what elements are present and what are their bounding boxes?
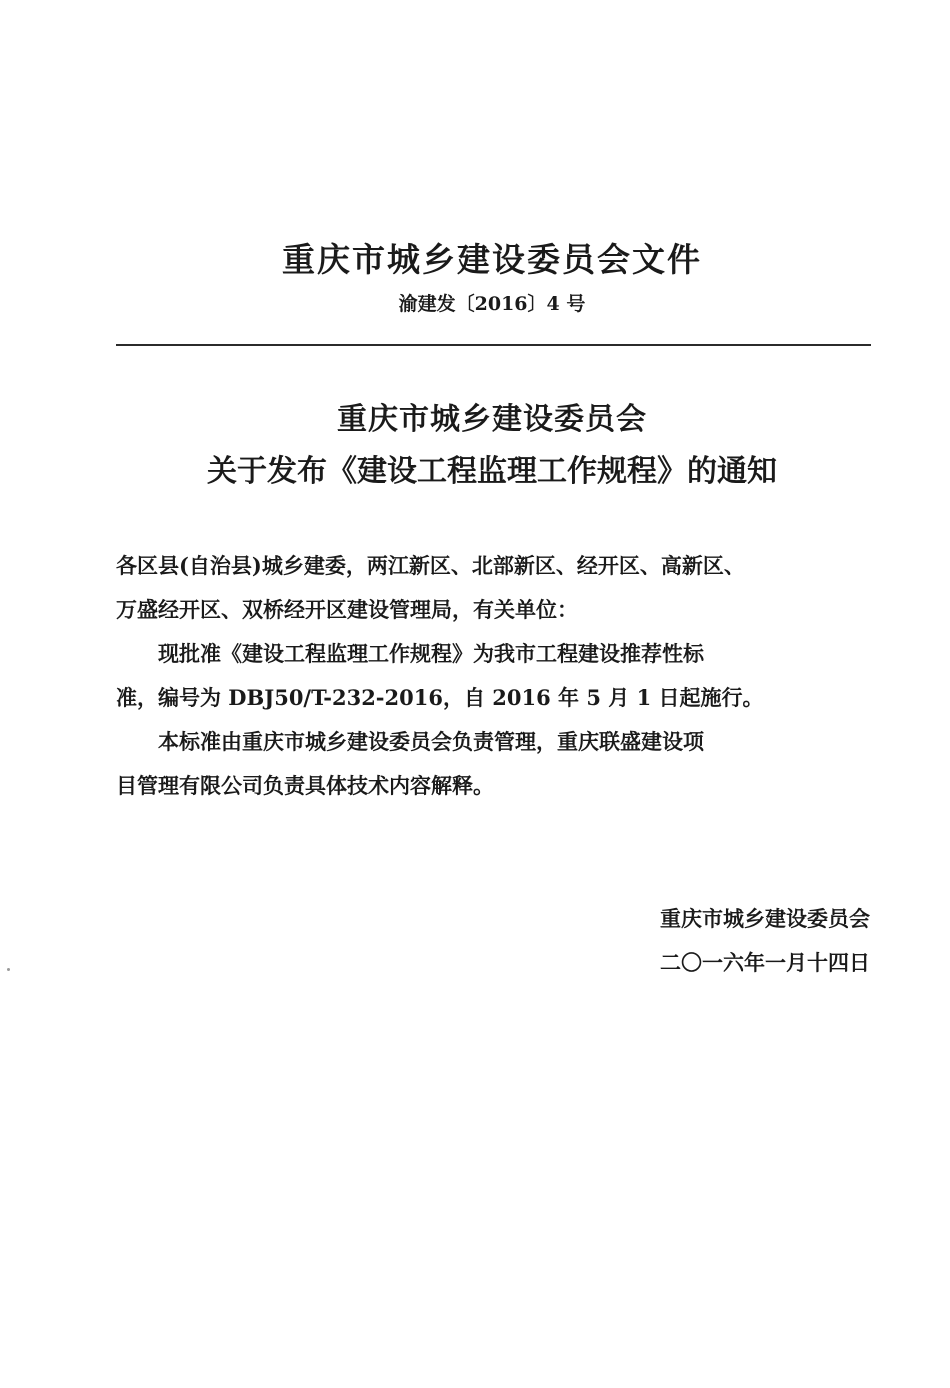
addressee-line-2: 万盛经开区、双桥经开区建设管理局，有关单位： — [116, 597, 578, 622]
paragraph-2-line-2: 目管理有限公司负责具体技术内容解释。 — [116, 773, 494, 798]
notice-title-line-2: 关于发布《建设工程监理工作规程》的通知 — [207, 454, 777, 489]
scan-speck — [7, 968, 10, 971]
notice-title-line-1: 重庆市城乡建设委员会 — [337, 402, 647, 437]
header-divider — [116, 344, 871, 346]
paragraph-1-line-2: 准，编号为 DBJ50/T-232-2016，自 2016 年 5 月 1 日起施行。 — [116, 685, 764, 710]
signature-date: 二〇一六年一月十四日 — [660, 950, 870, 975]
paragraph-1-line-1: 现批准《建设工程监理工作规程》为我市工程建设推荐性标 — [158, 641, 704, 666]
signature-issuer: 重庆市城乡建设委员会 — [660, 906, 870, 931]
document-number: 渝建发〔2016〕4 号 — [398, 293, 586, 315]
addressee-line-1: 各区县(自治县)城乡建委，两江新区、北部新区、经开区、高新区、 — [116, 553, 745, 578]
document-header-title: 重庆市城乡建设委员会文件 — [282, 240, 702, 279]
paragraph-2-line-1: 本标准由重庆市城乡建设委员会负责管理，重庆联盛建设项 — [158, 729, 704, 754]
